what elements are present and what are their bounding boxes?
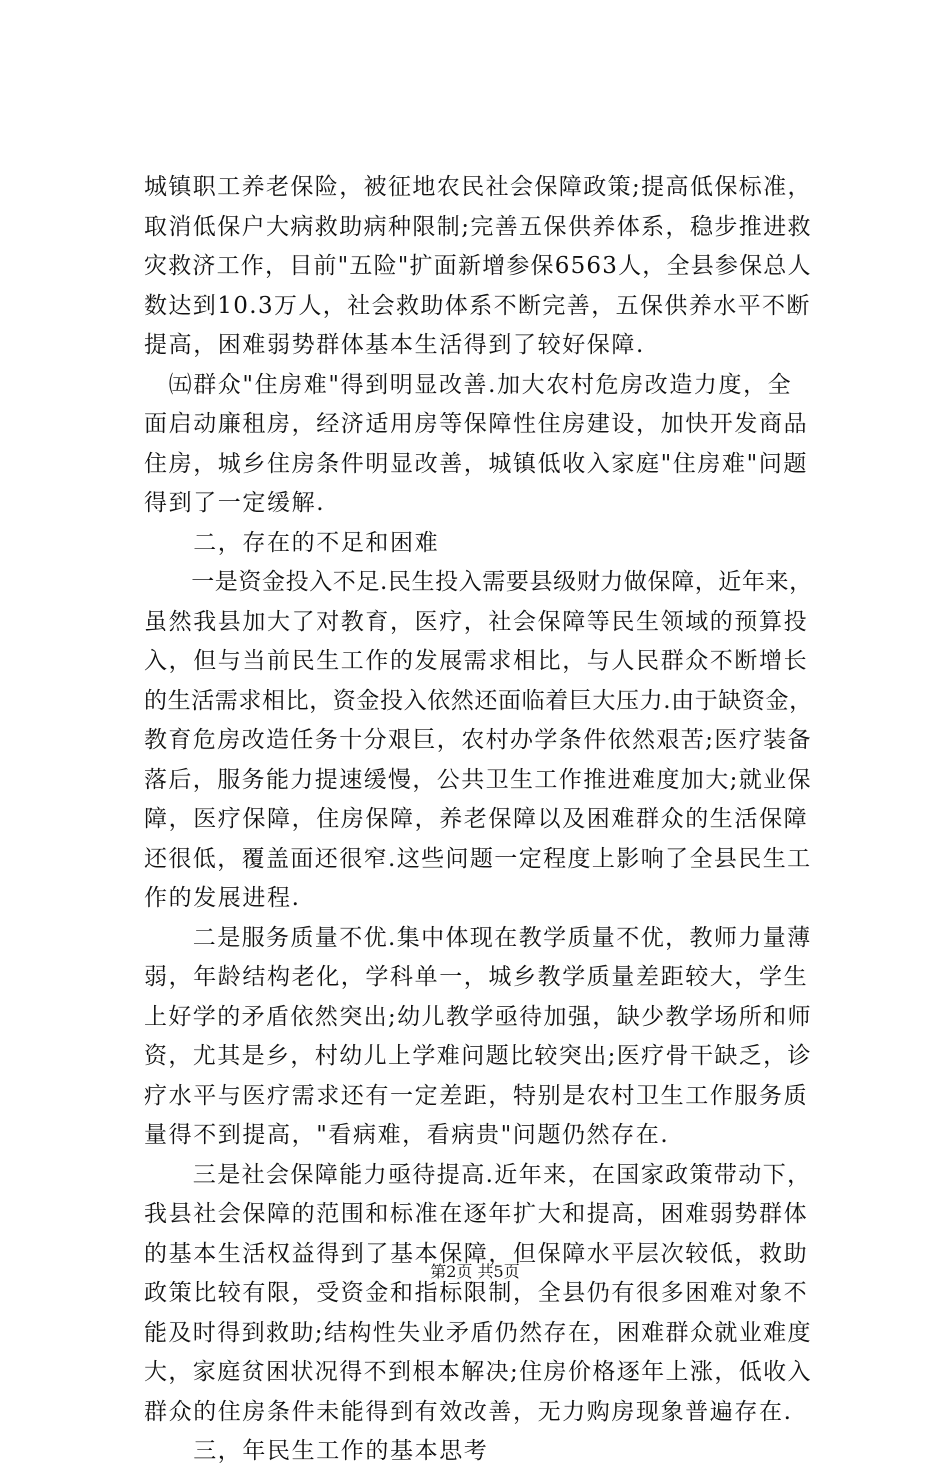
text-line: 灾救济工作，目前"五险"扩面新增参保6563人，全县参保总人 [144,253,812,279]
text-line: ㈤群众"住房难"得到明显改善.加大农村危房改造力度，全 [144,371,793,398]
text-line: 能及时得到救助;结构性失业矛盾仍然存在，困难群众就业难度 [144,1319,812,1346]
text-line: 提高，困难弱势群体基本生活得到了较好保障. [144,332,645,358]
text-line: 入，但与当前民生工作的发展需求相比，与人民群众不断增长 [144,648,809,674]
text-line: 数达到10.3万人，社会救助体系不断完善，五保供养水平不断 [144,292,811,319]
text-line: 的基本生活权益得到了基本保障，但保障水平层次较低，救助 [144,1240,809,1267]
text-line: 住房，城乡住房条件明显改善，城镇低收入家庭"住房难"问题 [144,450,808,477]
text-line: 一是资金投入不足.民生投入需要县级财力做保障，近年来， [144,569,813,595]
text-line: 作的发展进程. [144,885,301,911]
text-line: 的生活需求相比，资金投入依然还面临着巨大压力.由于缺资金， [144,687,813,714]
text-line: 教育危房改造任务十分艰巨，农村办学条件依然艰苦;医疗装备 [144,727,812,753]
text-line: 群众的住房条件未能得到有效改善，无力购房现象普遍存在. [144,1398,793,1425]
text-line: 大，家庭贫困状况得不到根本解决;住房价格逐年上涨，低收入 [144,1359,812,1385]
text-line: 城镇职工养老保险，被征地农民社会保障政策;提高低保标准， [144,174,812,200]
text-line: 弱，年龄结构老化，学科单一，城乡教学质量差距较大，学生 [144,964,809,990]
text-line: 疗水平与医疗需求还有一定差距，特别是农村卫生工作服务质 [144,1082,809,1109]
text-line: 三，年民生工作的基本思考 [144,1438,489,1464]
text-line: 量得不到提高，"看病难，看病贵"问题仍然存在. [144,1122,670,1148]
text-line: 我县社会保障的范围和标准在逐年扩大和提高，困难弱势群体 [144,1201,809,1227]
text-line: 障，医疗保障，住房保障，养老保障以及困难群众的生活保障 [144,806,809,832]
text-line: 政策比较有限，受资金和指标限制，全县仍有很多困难对象不 [144,1280,809,1306]
text-line: 二是服务质量不优.集中体现在教学质量不优，教师力量薄 [144,924,812,951]
text-line: 得到了一定缓解. [144,490,326,516]
text-line: 上好学的矛盾依然突出;幼儿教学亟待加强，缺少教学场所和师 [144,1003,812,1030]
text-line: 还很低，覆盖面还很窄.这些问题一定程度上影响了全县民生工 [144,845,812,872]
text-line: 三是社会保障能力亟待提高.近年来，在国家政策带动下， [144,1161,812,1188]
text-line: 面启动廉租房，经济适用房等保障性住房建设，加快开发商品 [144,411,809,437]
text-line: 资，尤其是乡，村幼儿上学难问题比较突出;医疗骨干缺乏，诊 [144,1043,812,1069]
text-line: 落后，服务能力提速缓慢，公共卫生工作推进难度加大;就业保 [144,766,812,793]
text-line: 虽然我县加大了对教育，医疗，社会保障等民生领域的预算投 [144,608,809,635]
page-footer: 第2页 共5页 [430,1262,520,1281]
text-line: 取消低保户大病救助病种限制;完善五保供养体系，稳步推进救 [144,213,812,240]
text-line: 二，存在的不足和困难 [144,529,440,556]
